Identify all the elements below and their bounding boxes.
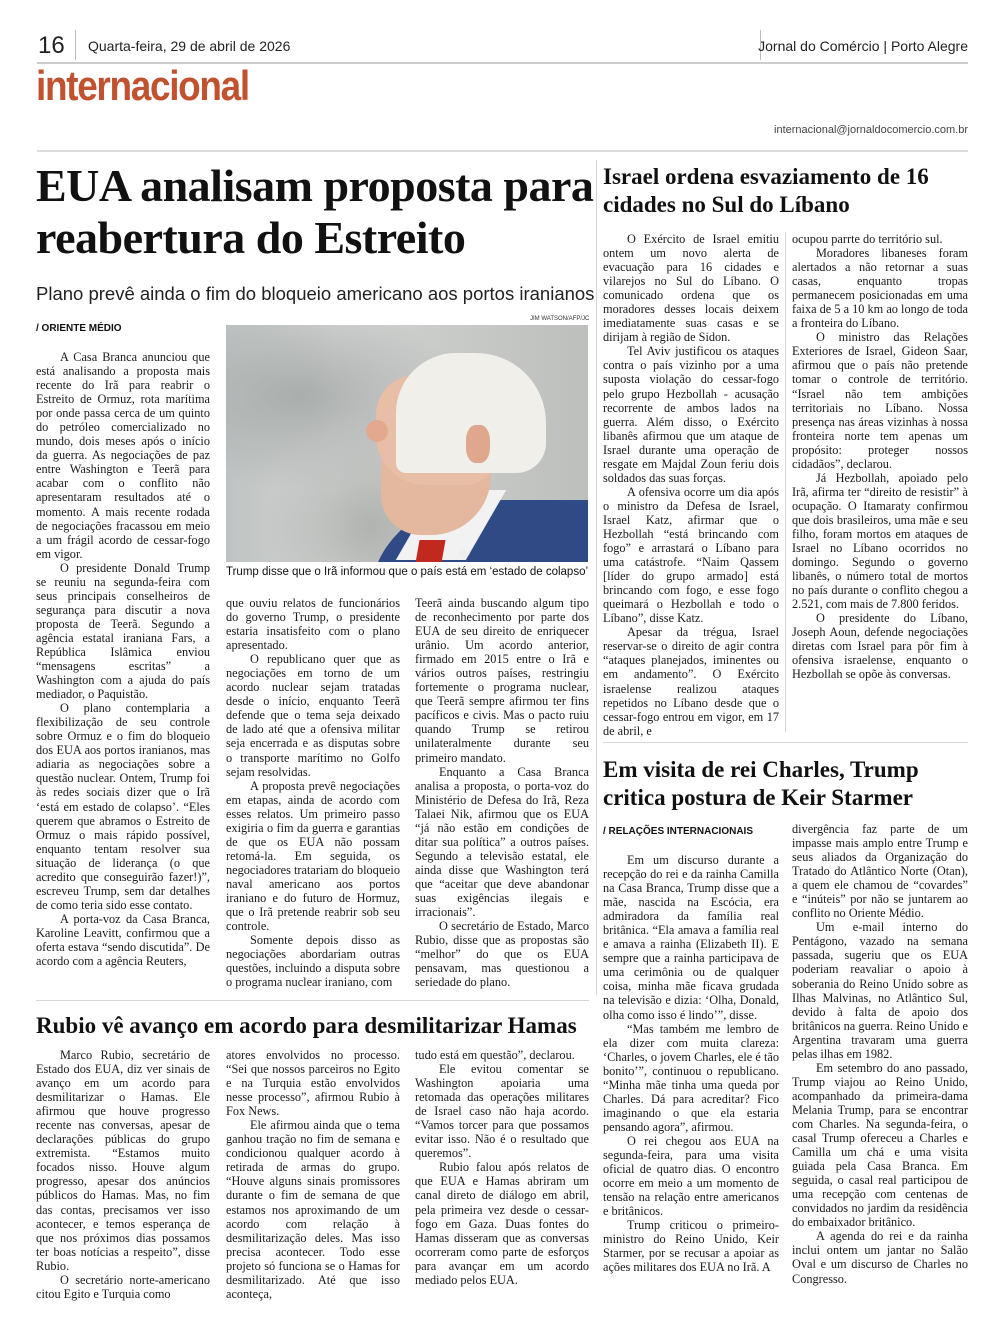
paragraph: O republicano quer que as negociações em torno de um acordo nuclear sejam tratadas desde o início, enquanto Teerã defende que o tema seja deixado de lado até que a ofensiva militar seja encerrada e as disputas sobre o transporte marítimo no Golfo sejam resolvidas. <box>226 652 400 779</box>
israel-article-column-2 <box>792 232 968 682</box>
paragraph: Ele afirmou ainda que o tema ganhou tração no fim de semana e condicionou qualquer acordo à retirada de armas do grupo. “Houve alguns sinais promissores durante o fim de semana de que estamos nos aproximando de um acordo com relação à desmilitarização deles. Mas isso precisa acontecer. Todo esse projeto só funciona se o Hamas for desmilitarizado. Até que isso aconteça, <box>226 1118 400 1301</box>
column-divider <box>596 160 597 995</box>
paragraph: O Exército de Israel emitiu ontem um novo alerta de evacuação para 16 cidades e vilarejos no Sul do Líbano. O comunicado ordena que os moradores desses locais deixem imediatamente suas casas e se dirijam à região de Sidon. <box>603 232 779 345</box>
main-article-column-1 <box>36 350 210 968</box>
paragraph: O ministro das Relações Exteriores de Israel, Gideon Saar, afirmou que o país não pretende tomar o controle de território. “Israel não tem ambições territoriais no Líbano. Nossa presença nas áreas vizinhas à nossa fronteira norte tem apenas um propósito: proteger nossos cidadãos”, declarou. <box>792 330 968 471</box>
paragraph: que ouviu relatos de funcionários do governo Trump, o presidente estaria insatisfeito com o plano apresentado. <box>226 596 400 653</box>
hamas-article-column-3 <box>415 1048 589 1287</box>
charles-article-column-2 <box>792 822 968 1286</box>
paragraph: Trump criticou o primeiro-ministro do Reino Unido, Keir Starmer, por se recusar a apoiar as ações militares dos EUA no Irã. A <box>603 1218 779 1275</box>
article-divider <box>36 1000 589 1001</box>
paragraph: ocupou parrte do território sul. <box>792 232 943 246</box>
paragraph: A Casa Branca anunciou que está analisando a proposta mais recente do Irã para reabrir o Estreito de Ormuz, rota marítima por onde passa cerca de um quinto do petróleo comercializado no mundo, dois meses após o início da guerra. As negociações de paz entre Washington e Teerã para acabar com o conflito não apresentaram resultados até o momento. A mais recente rodada de negociações fracassou em meio a um frágil acordo de cessar-fogo em vigor. <box>36 350 210 561</box>
article-divider <box>603 742 968 743</box>
paragraph: O secretário norte-americano citou Egito e Turquia como <box>36 1272 210 1301</box>
photo-nose <box>366 420 388 442</box>
paragraph: Marco Rubio, secretário de Estado dos EUA, diz ver sinais de avanço em um acordo para desmilitarizar o Hamas. Ele afirmou que houve progresso recente nas conversas, apesar de declarações públicas do grupo extremista. “Estamos muito focados nisso. Houve algum progresso, apesar dos anúncios públicos do Hamas. Mas, no fim das contas, precisamos ver isso acontecer, e temos esperança de que nos próximos dias possamos ter boas notícias a respeito”, disse Rubio. <box>36 1048 210 1273</box>
section-email-link[interactable]: internacional@jornaldocomercio.com.br <box>774 124 968 136</box>
paragraph: Rubio falou após relatos de que EUA e Hamas abriram um canal direto de diálogo em abril, pela primeira vez desde o cessar-fogo em Gaza. Duas fontes do Hamas disseram que as conversas ocorreram como parte de esforços para avançar em um acordo mediado pelos EUA. <box>415 1160 589 1287</box>
charles-article-column-1 <box>603 853 779 1274</box>
hamas-headline: Rubio vê avanço em acordo para desmilitarizar Hamas <box>36 1013 577 1038</box>
paragraph: O presidente Donald Trump se reuniu na segunda-feira com seus principais conselheiros de segurança para discutir a nova proposta de Teerã. Segundo a agência estatal iraniana Fars, a República Islâmica enviou “mensagens escritas” a Washington com a ajuda do país mediador, o Paquistão. <box>36 560 210 702</box>
hamas-article-column-1 <box>36 1048 210 1301</box>
paragraph: A porta-voz da Casa Branca, Karoline Leavitt, confirmou que a oferta estava “sendo discutida”. De acordo com a agência Reuters, <box>36 911 210 969</box>
paragraph: tudo está em questão”, declarou. <box>415 1048 575 1062</box>
photo-ear <box>466 425 490 463</box>
paragraph: O plano contemplaria a flexibilização de seu controle sobre Ormuz e o fim do bloqueio dos EUA aos portos iranianos, mas adiaria as negociações sobre a questão nuclear. Ontem, Trump foi às redes sociais dizer que o Irã ‘está em estado de colapso’. “Eles querem que abramos o Estreito de Ormuz o mais rápido possível, enquanto tentam resolver sua situação de liderança (o que acredito que conseguirão fazer!)”, escreveu Trump, sem dar detalhes de como teria sido esse contato. <box>36 701 210 912</box>
header-divider <box>75 30 76 60</box>
paragraph: Um e-mail interno do Pentágono, vazado na semana passada, sugeriu que os EUA poderiam reavaliar o apoio à soberania do Reino Unido sobre as Ilhas Malvinas, no Atlântico Sul, devido à falta de apoio dos britânicos na guerra. Reino Unido e Argentina travaram uma guerra pelas ilhas em 1982. <box>792 920 968 1061</box>
paragraph: Enquanto a Casa Branca analisa a proposta, o porta-voz do Ministério de Defesa do Irã, Reza Talaei Nik, afirmou que os EUA “já não estão em condições de ditar sua política” a outros países. Segundo a televisão estatal, ele ainda disse que Washington terá que “aceitar que deve abandonar suas exigências ilegais e irracionais”. <box>415 764 589 920</box>
trump-photo <box>226 325 588 562</box>
paragraph: Já Hezbollah, apoiado pelo Irã, afirma ter “direito de resistir” à ocupação. O Itamaraty confirmou que dois brasileiros, uma mãe e seu filho, foram mortos em ataques de Israel no Líbano ocorridos no domingo. Segundo o governo libanês, o número total de mortos no país durante o conflito chegou a 2.521, com mais de 7.800 feridos. <box>792 470 968 612</box>
paragraph: divergência faz parte de um impasse mais amplo entre Trump e seus aliados da Organização do Tratado do Atlântico Norte (Otan), a quem ele chamou de “covardes” e “inúteis” por não se juntarem ao conflito no Oriente Médio. <box>792 822 968 921</box>
charles-kicker: / RELAÇÕES INTERNACIONAIS <box>603 826 754 837</box>
main-article-column-3 <box>415 596 589 989</box>
header-rule <box>37 150 968 152</box>
paragraph: Somente depois disso as negociações abordariam outras questões, incluindo a disputa sobre o programa nuclear iraniano, com <box>226 933 400 990</box>
paragraph: A agenda do rei e da rainha inclui ontem um jantar no Salão Oval e um discurso de Charles no Congresso. <box>792 1229 968 1286</box>
photo-credit: JIM WATSON/AFP/JC <box>530 316 590 322</box>
hamas-article-column-2 <box>226 1048 400 1301</box>
paragraph: “Mas também me lembro de ela dizer com muita clareza: ‘Charles, o jovem Charles, ele é tão bonito’”, continuou o republicano. “Minha mãe tinha uma queda por Charles. Dá para acreditar? Fico imaginando o que ela estaria pensando agora”, afirmou. <box>603 1021 779 1134</box>
paragraph: Em um discurso durante a recepção do rei e da rainha Camilla na Casa Branca, Trump disse que a mãe, nascida na Escócia, era admiradora da família real britânica. “Ela amava a família real e amava a rainha (Elizabeth II). E sempre que a rainha participava de uma cerimônia ou de qualquer coisa, minha mãe ficava grudada na televisão e dizia: ‘Olha, Donald, olha como isso é lindo’”, disse. <box>603 853 779 1022</box>
paragraph: Apesar da trégua, Israel reservar-se o direito de agir contra “ataques planejados, iminentes ou em andamento”. O Exército israelense realizou ataques repetidos no Líbano desde que o cessar-fogo entrou em vigor, em 17 de abril, e <box>603 625 779 738</box>
photo-caption: Trump disse que o Irã informou que o país está em ‘estado de colapso’ <box>226 566 589 578</box>
paragraph: O presidente do Líbano, Joseph Aoun, defende negociações diretas com Israel para pôr fim à ofensiva israelense, enquanto o Hezbollah se opõe às conversas. <box>792 611 968 682</box>
paragraph: Em setembro do ano passado, Trump viajou ao Reino Unido, acompanhado da primeira-dama Melania Trump, para se encontrar com Charles. Na segunda-feira, o casal Trump ofereceu a Charles e Camilla um chá e uma visita guiada pela Casa Branca. Em seguida, o casal real participou de uma recepção com centenas de convidados no jardim da residência do embaixador britânico. <box>792 1060 968 1230</box>
israel-article-column-1 <box>603 232 779 738</box>
paragraph: A proposta prevê negociações em etapas, ainda de acordo com esses relatos. Um primeiro passo exigiria o fim da guerra e garantias de que os EUA não possam retomá-la. Em seguida, os negociadores tratariam do bloqueio naval americano aos portos iraniano e do futuro de Hormuz, que o Irã pretende reabrir sob seu controle. <box>226 778 400 934</box>
column-divider <box>785 232 786 732</box>
paragraph: A ofensiva ocorre um dia após o ministro da Defesa de Israel, Israel Katz, afirmar que o Hezbollah “está brincando com fogo” e arrastará o Líbano para uma catástrofe. “Naim Qassem [líder do grupo armado] está brincando com fogo, e esse fogo queimará o Hezbollah e todo o Líbano”, disse Katz. <box>603 484 779 626</box>
main-subhead: Plano prevê ainda o fim do bloqueio americano aos portos iranianos <box>36 283 595 304</box>
paragraph: atores envolvidos no processo. “Sei que nossos parceiros no Egito e na Turquia estão envolvidos nesse processo”, afirmou Rubio à Fox News. <box>226 1048 400 1119</box>
israel-headline: Israel ordena esvaziamento de 16 cidades no Sul do Líbano <box>603 164 929 217</box>
newspaper-name: Jornal do Comércio | Porto Alegre <box>758 38 968 54</box>
paragraph: Ele evitou comentar se Washington apoiaria uma retomada das operações militares de Israel caso não haja acordo. “Vamos torcer para que possamos evitar isso. Não é o resultado que queremos”. <box>415 1062 589 1161</box>
paragraph: Teerã ainda buscando algum tipo de reconhecimento por parte dos EUA de seu direito de enriquecer urânio. Um acordo anterior, firmado em 2015 entre o Irã e vários outros países, restringiu fortemente o programa nuclear, que Teerã sempre afirmou ter fins pacíficos e civis. Mas o pacto ruiu quando Trump se retirou unilateralmente durante seu primeiro mandato. <box>415 596 589 765</box>
paragraph: Moradores libaneses foram alertados a não retornar a suas casas, enquanto tropas permanecem posicionadas em uma faixa de 5 a 10 km ao longo de toda a fronteira do Líbano. <box>792 246 968 331</box>
paragraph: O rei chegou aos EUA na segunda-feira, para uma visita oficial de quatro dias. O encontro ocorre em meio a um momento de tensão na relação entre americanos e britânicos. <box>603 1133 779 1219</box>
paragraph: Tel Aviv justificou os ataques contra o país vizinho por a uma suposta violação do cessar-fogo pelo grupo Hezbollah - acusação recorrente de ambos lados na guerra. Além disso, o Exército libanês afirmou que um ataque de Israel durante uma operação de resgate em Majdal Zoun feriu dois soldados das suas forças. <box>603 344 779 485</box>
charles-headline: Em visita de rei Charles, Trump critica postura de Keir Starmer <box>603 757 919 810</box>
paragraph: O secretário de Estado, Marco Rubio, disse que as propostas são “melhor” do que os EUA pensavam, mas questionou a seriedade do plano. <box>415 919 589 990</box>
page-number: 16 <box>38 32 65 59</box>
main-headline: EUA analisam proposta para reabertura do Estreito <box>36 160 594 263</box>
main-article-column-2 <box>226 596 400 989</box>
issue-date: Quarta-feira, 29 de abril de 2026 <box>88 38 291 54</box>
section-title: internacional <box>36 62 249 109</box>
main-kicker: / ORIENTE MÉDIO <box>36 323 122 334</box>
